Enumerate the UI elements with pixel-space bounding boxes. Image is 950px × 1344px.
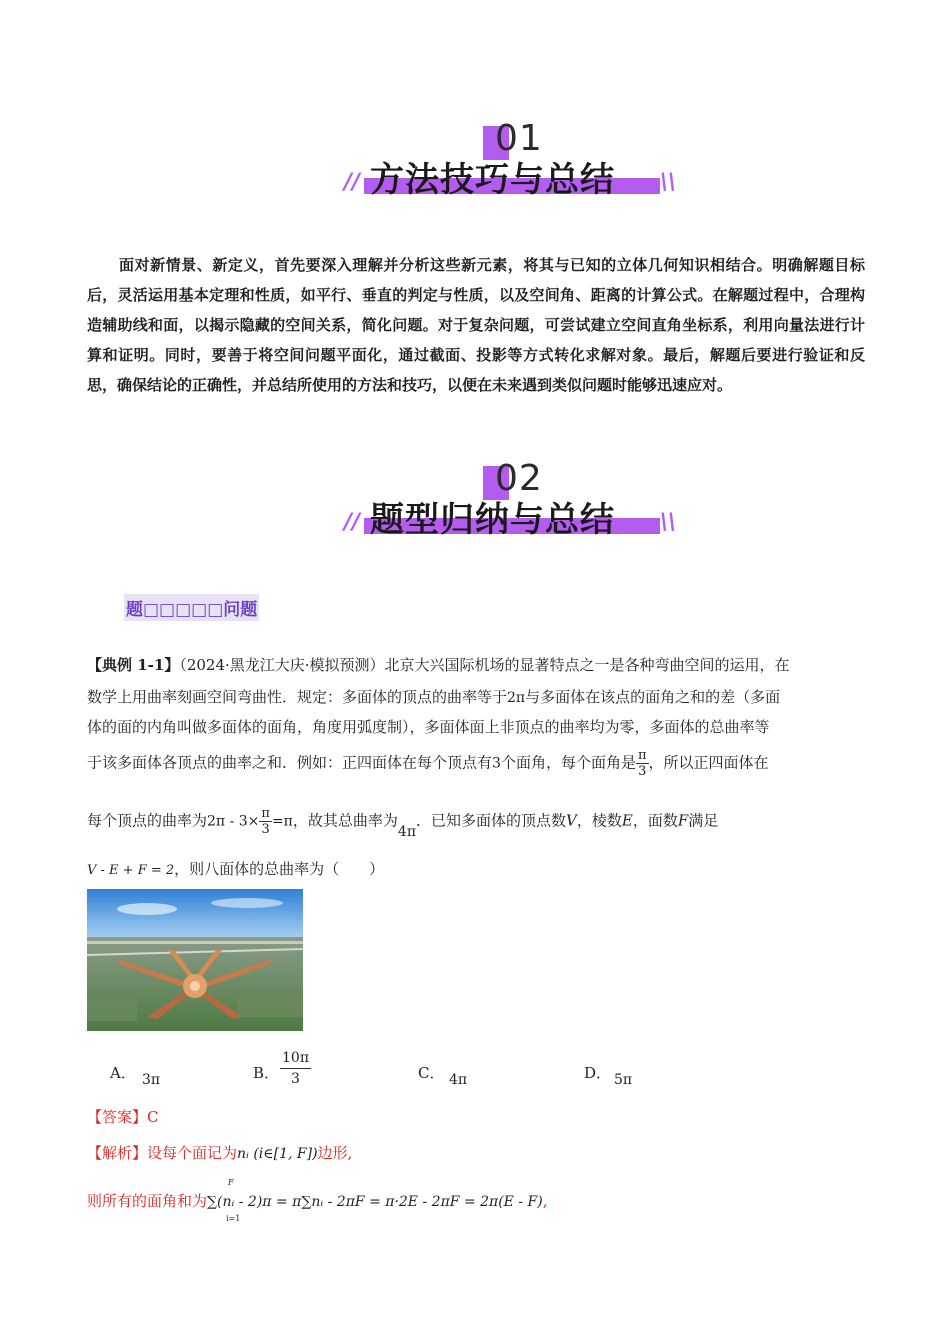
example-line-2: 数学上用曲率刻画空间弯曲性．规定：多面体的顶点的曲率等于2π与多面体在该点的面角之和的差（多面 [87, 688, 781, 706]
option-d[interactable]: D． [584, 1064, 612, 1082]
slash-decoration-left: // [344, 510, 361, 535]
sum-limit-top: F [228, 1178, 234, 1187]
airport-photo [87, 889, 303, 1031]
section-banner-1 [340, 118, 680, 208]
example-line-4: 于该多面体各顶点的曲率之和．例如：正四面体在每个顶点有3个面角，每个面角是 $\frac{\pi}{3}$ ，所以正四面体在 [87, 748, 769, 779]
example-line-3: 体的面的内角叫做多面体的面角，角度用弧度制），多面体面上非顶点的曲率均为零，多面体的总曲率等 [87, 718, 770, 736]
option-d-value: 5π [614, 1072, 633, 1088]
fraction-pi-over-3: $\frac{\pi}{3}$ [261, 806, 270, 837]
topic-heading: 题□□□□□问题 [124, 594, 259, 621]
section-title: 方法技巧与总结 [370, 160, 615, 200]
section-number: 02 [495, 458, 543, 499]
section-title: 题型归纳与总结 [370, 500, 615, 540]
section-banner-2 [340, 458, 680, 548]
analysis-tag: 【解析】 [87, 1144, 148, 1162]
analysis-line-2: 则所有的面角和为∑(nᵢ - 2)π = π∑nᵢ - 2πF = π·2E - 2πF = 2π(E - F), [87, 1192, 548, 1210]
option-c-value: 4π [449, 1072, 468, 1088]
answer-line [87, 1106, 159, 1127]
intro-paragraph: 面对新情景、新定义，首先要深入理解并分析这些新元素，将其与已知的立体几何知识相结合。明确解题目标后，灵活运用基本定理和性质，如平行、垂直的判定与性质，以及空间角、距离的计算公式。在解题过程中，合理构造辅助线和面，以揭示隐藏的空间关系，简化问题。对于复杂问题，可尝试建立空间直角坐标系，利用向量法进行计算和证明。同时，要善于将空间问题平面化，通过截面、投影等方式转化求解对象。最后，解题后要进行验证和反思，确保结论的正确性，并总结所使用的方法和技巧，以便在未来遇到类似问题时能够迅速应对。 [87, 256, 865, 394]
example-line-6: V - E + F = 2，则八面体的总曲率为（ ） [87, 860, 385, 878]
slash-decoration-right: \\ [660, 510, 677, 535]
slash-decoration-right: \\ [660, 170, 677, 195]
example-line-5: 每个顶点的曲率为2π - 3× $\frac{\pi}{3}$ =π，故其总曲率为4π．已知多面体的顶点数V，棱数E，面数F满足 [87, 806, 719, 840]
option-a-value: 3π [142, 1072, 161, 1088]
option-a[interactable]: A． [110, 1064, 136, 1082]
option-c[interactable]: C． [418, 1064, 445, 1082]
analysis-line-1: 【解析】设每个面记为nᵢ (i∈[1, F])边形, [87, 1144, 353, 1162]
answer-value: C [147, 1108, 159, 1126]
section-number: 01 [495, 118, 543, 159]
sum-limit-bottom: i=1 [226, 1214, 241, 1223]
example-line-1: 【典例 1-1】（2024·黑龙江大庆·模拟预测）北京大兴国际机场的显著特点之一是各种弯曲空间的运用，在 [87, 656, 790, 674]
answer-tag: 【答案】 [87, 1108, 148, 1126]
slash-decoration-left: // [344, 170, 361, 195]
option-b[interactable]: B． [253, 1064, 280, 1082]
option-b-value: $\frac{10\pi}{3}$ [282, 1050, 310, 1087]
fraction-pi-over-3: $\frac{\pi}{3}$ [637, 748, 647, 779]
example-tag: 【典例 1-1】 [87, 656, 180, 674]
